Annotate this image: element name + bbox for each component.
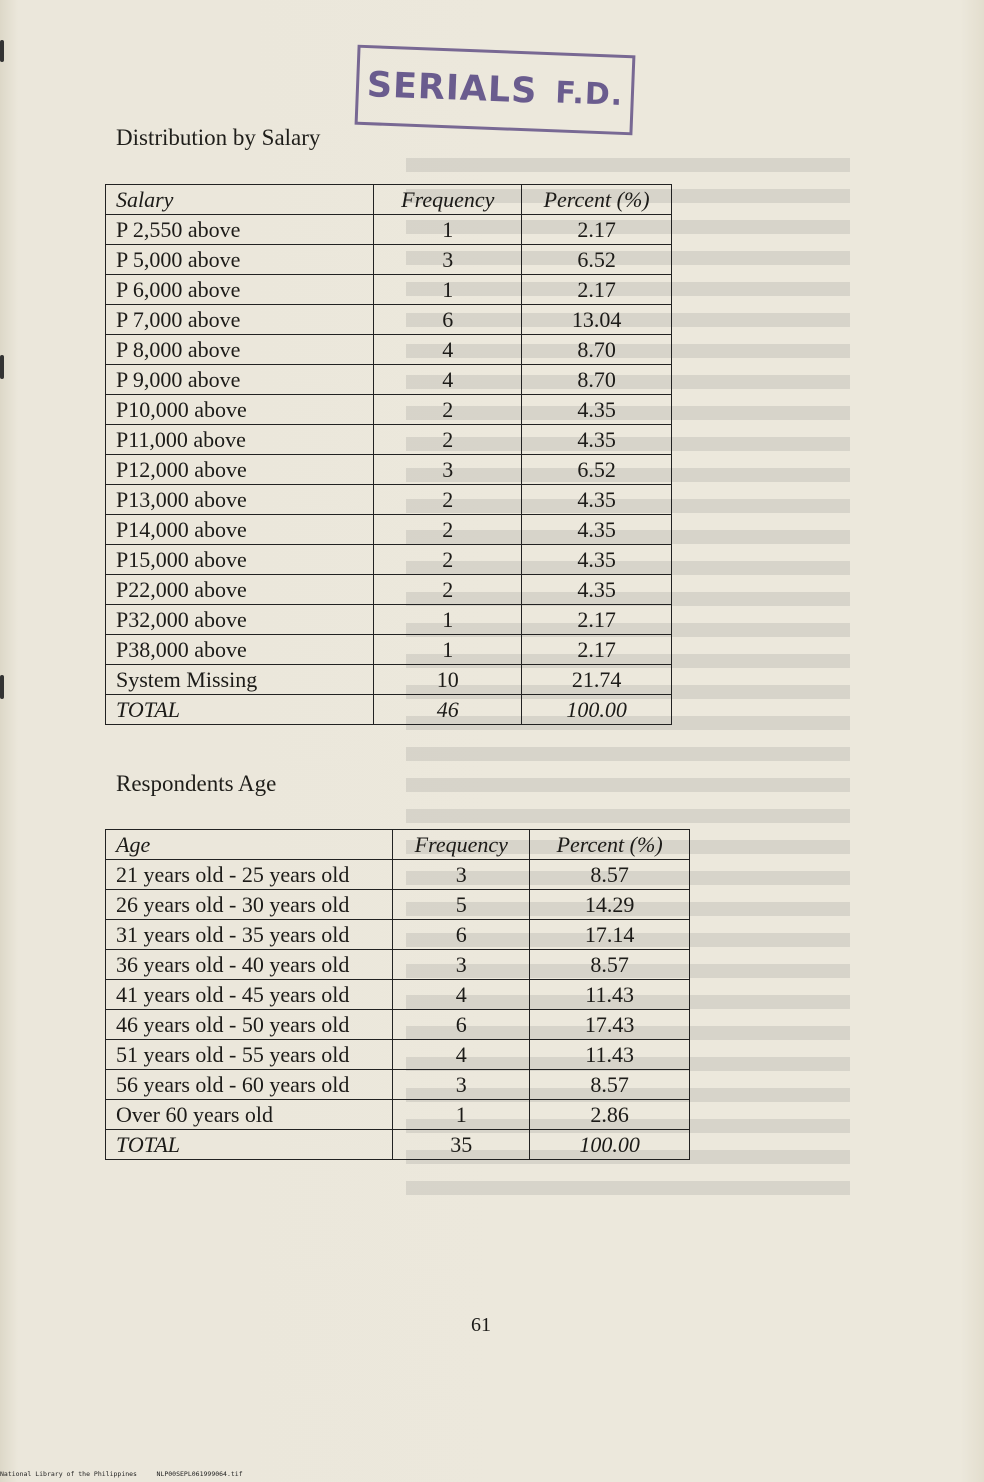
percent-cell: 4.35	[522, 425, 672, 455]
table-header-row	[106, 185, 672, 215]
column-header: Frequency	[374, 185, 522, 215]
frequency-cell: 3	[374, 455, 522, 485]
percent-cell: 21.74	[522, 665, 672, 695]
row-label: System Missing	[106, 665, 374, 695]
row-label: P 6,000 above	[106, 275, 374, 305]
table-row	[106, 890, 690, 920]
table-row	[106, 665, 672, 695]
frequency-cell: 6	[374, 305, 522, 335]
percent-cell: 4.35	[522, 545, 672, 575]
frequency-cell: 6	[393, 1010, 530, 1040]
row-label: 51 years old - 55 years old	[106, 1040, 393, 1070]
column-header: Salary	[106, 185, 374, 215]
binding-mark	[0, 355, 4, 379]
row-label: P14,000 above	[106, 515, 374, 545]
percent-cell: 17.43	[530, 1010, 690, 1040]
table-row	[106, 515, 672, 545]
binding-mark	[0, 40, 4, 62]
table-row	[106, 1070, 690, 1100]
table-row	[106, 275, 672, 305]
frequency-cell: 1	[374, 635, 522, 665]
total-percent: 100.00	[522, 695, 672, 725]
frequency-cell: 4	[374, 335, 522, 365]
frequency-cell: 2	[374, 395, 522, 425]
table-row	[106, 455, 672, 485]
salary-table	[105, 184, 672, 725]
percent-cell: 6.52	[522, 455, 672, 485]
age-heading: Respondents Age	[116, 771, 277, 796]
frequency-cell: 1	[374, 605, 522, 635]
total-row	[106, 695, 672, 725]
frequency-cell: 3	[393, 860, 530, 890]
table-row	[106, 980, 690, 1010]
frequency-cell: 2	[374, 545, 522, 575]
row-label: P 2,550 above	[106, 215, 374, 245]
frequency-cell: 2	[374, 515, 522, 545]
frequency-cell: 5	[393, 890, 530, 920]
frequency-cell: 4	[374, 365, 522, 395]
table-row	[106, 485, 672, 515]
frequency-cell: 4	[393, 980, 530, 1010]
percent-cell: 2.17	[522, 215, 672, 245]
row-label: P 7,000 above	[106, 305, 374, 335]
percent-cell: 2.17	[522, 635, 672, 665]
percent-cell: 13.04	[522, 305, 672, 335]
row-label: P 9,000 above	[106, 365, 374, 395]
total-label: TOTAL	[106, 695, 374, 725]
table-row	[106, 1040, 690, 1070]
row-label: 26 years old - 30 years old	[106, 890, 393, 920]
table-row	[106, 605, 672, 635]
frequency-cell: 6	[393, 920, 530, 950]
table-row	[106, 425, 672, 455]
row-label: P38,000 above	[106, 635, 374, 665]
frequency-cell: 2	[374, 575, 522, 605]
row-label: P13,000 above	[106, 485, 374, 515]
column-header: Frequency	[393, 830, 530, 860]
total-frequency: 35	[393, 1130, 530, 1160]
percent-cell: 2.17	[522, 275, 672, 305]
table-row	[106, 1010, 690, 1040]
stamp-text: SERIALS	[366, 65, 539, 112]
table-row	[106, 215, 672, 245]
percent-cell: 4.35	[522, 575, 672, 605]
frequency-cell: 10	[374, 665, 522, 695]
row-label: 46 years old - 50 years old	[106, 1010, 393, 1040]
table-row	[106, 1100, 690, 1130]
total-row	[106, 1130, 690, 1160]
total-frequency: 46	[374, 695, 522, 725]
row-label: P 8,000 above	[106, 335, 374, 365]
percent-cell: 2.86	[530, 1100, 690, 1130]
percent-cell: 17.14	[530, 920, 690, 950]
frequency-cell: 3	[393, 1070, 530, 1100]
row-label: P 5,000 above	[106, 245, 374, 275]
row-label: 21 years old - 25 years old	[106, 860, 393, 890]
frequency-cell: 2	[374, 485, 522, 515]
total-percent: 100.00	[530, 1130, 690, 1160]
page-number: 61	[471, 1314, 491, 1336]
stamp-suffix: F.D.	[554, 74, 624, 113]
scan-footer: National Library of the Philippines NLP00SEPL061999064.tif	[0, 1470, 243, 1478]
table-row	[106, 950, 690, 980]
row-label: 41 years old - 45 years old	[106, 980, 393, 1010]
percent-cell: 11.43	[530, 1040, 690, 1070]
frequency-cell: 3	[393, 950, 530, 980]
frequency-cell: 1	[374, 275, 522, 305]
percent-cell: 6.52	[522, 245, 672, 275]
percent-cell: 8.70	[522, 365, 672, 395]
row-label: Over 60 years old	[106, 1100, 393, 1130]
percent-cell: 2.17	[522, 605, 672, 635]
total-label: TOTAL	[106, 1130, 393, 1160]
table-row	[106, 305, 672, 335]
percent-cell: 8.70	[522, 335, 672, 365]
table-row	[106, 860, 690, 890]
row-label: P32,000 above	[106, 605, 374, 635]
column-header: Percent (%)	[530, 830, 690, 860]
percent-cell: 4.35	[522, 395, 672, 425]
column-header: Percent (%)	[522, 185, 672, 215]
row-label: P15,000 above	[106, 545, 374, 575]
row-label: P12,000 above	[106, 455, 374, 485]
percent-cell: 8.57	[530, 950, 690, 980]
frequency-cell: 2	[374, 425, 522, 455]
column-header: Age	[106, 830, 393, 860]
table-row	[106, 335, 672, 365]
percent-cell: 11.43	[530, 980, 690, 1010]
table-row	[106, 395, 672, 425]
frequency-cell: 3	[374, 245, 522, 275]
row-label: 56 years old - 60 years old	[106, 1070, 393, 1100]
table-row	[106, 920, 690, 950]
table-row	[106, 575, 672, 605]
row-label: P11,000 above	[106, 425, 374, 455]
table-row	[106, 365, 672, 395]
row-label: 36 years old - 40 years old	[106, 950, 393, 980]
row-label: 31 years old - 35 years old	[106, 920, 393, 950]
frequency-cell: 4	[393, 1040, 530, 1070]
percent-cell: 8.57	[530, 1070, 690, 1100]
percent-cell: 4.35	[522, 485, 672, 515]
table-row	[106, 245, 672, 275]
salary-heading: Distribution by Salary	[116, 125, 321, 150]
percent-cell: 8.57	[530, 860, 690, 890]
table-row	[106, 545, 672, 575]
table-header-row	[106, 830, 690, 860]
table-row	[106, 635, 672, 665]
row-label: P22,000 above	[106, 575, 374, 605]
age-table	[105, 829, 690, 1160]
binding-mark	[0, 675, 4, 699]
row-label: P10,000 above	[106, 395, 374, 425]
frequency-cell: 1	[393, 1100, 530, 1130]
frequency-cell: 1	[374, 215, 522, 245]
percent-cell: 4.35	[522, 515, 672, 545]
percent-cell: 14.29	[530, 890, 690, 920]
serials-stamp	[355, 45, 636, 136]
